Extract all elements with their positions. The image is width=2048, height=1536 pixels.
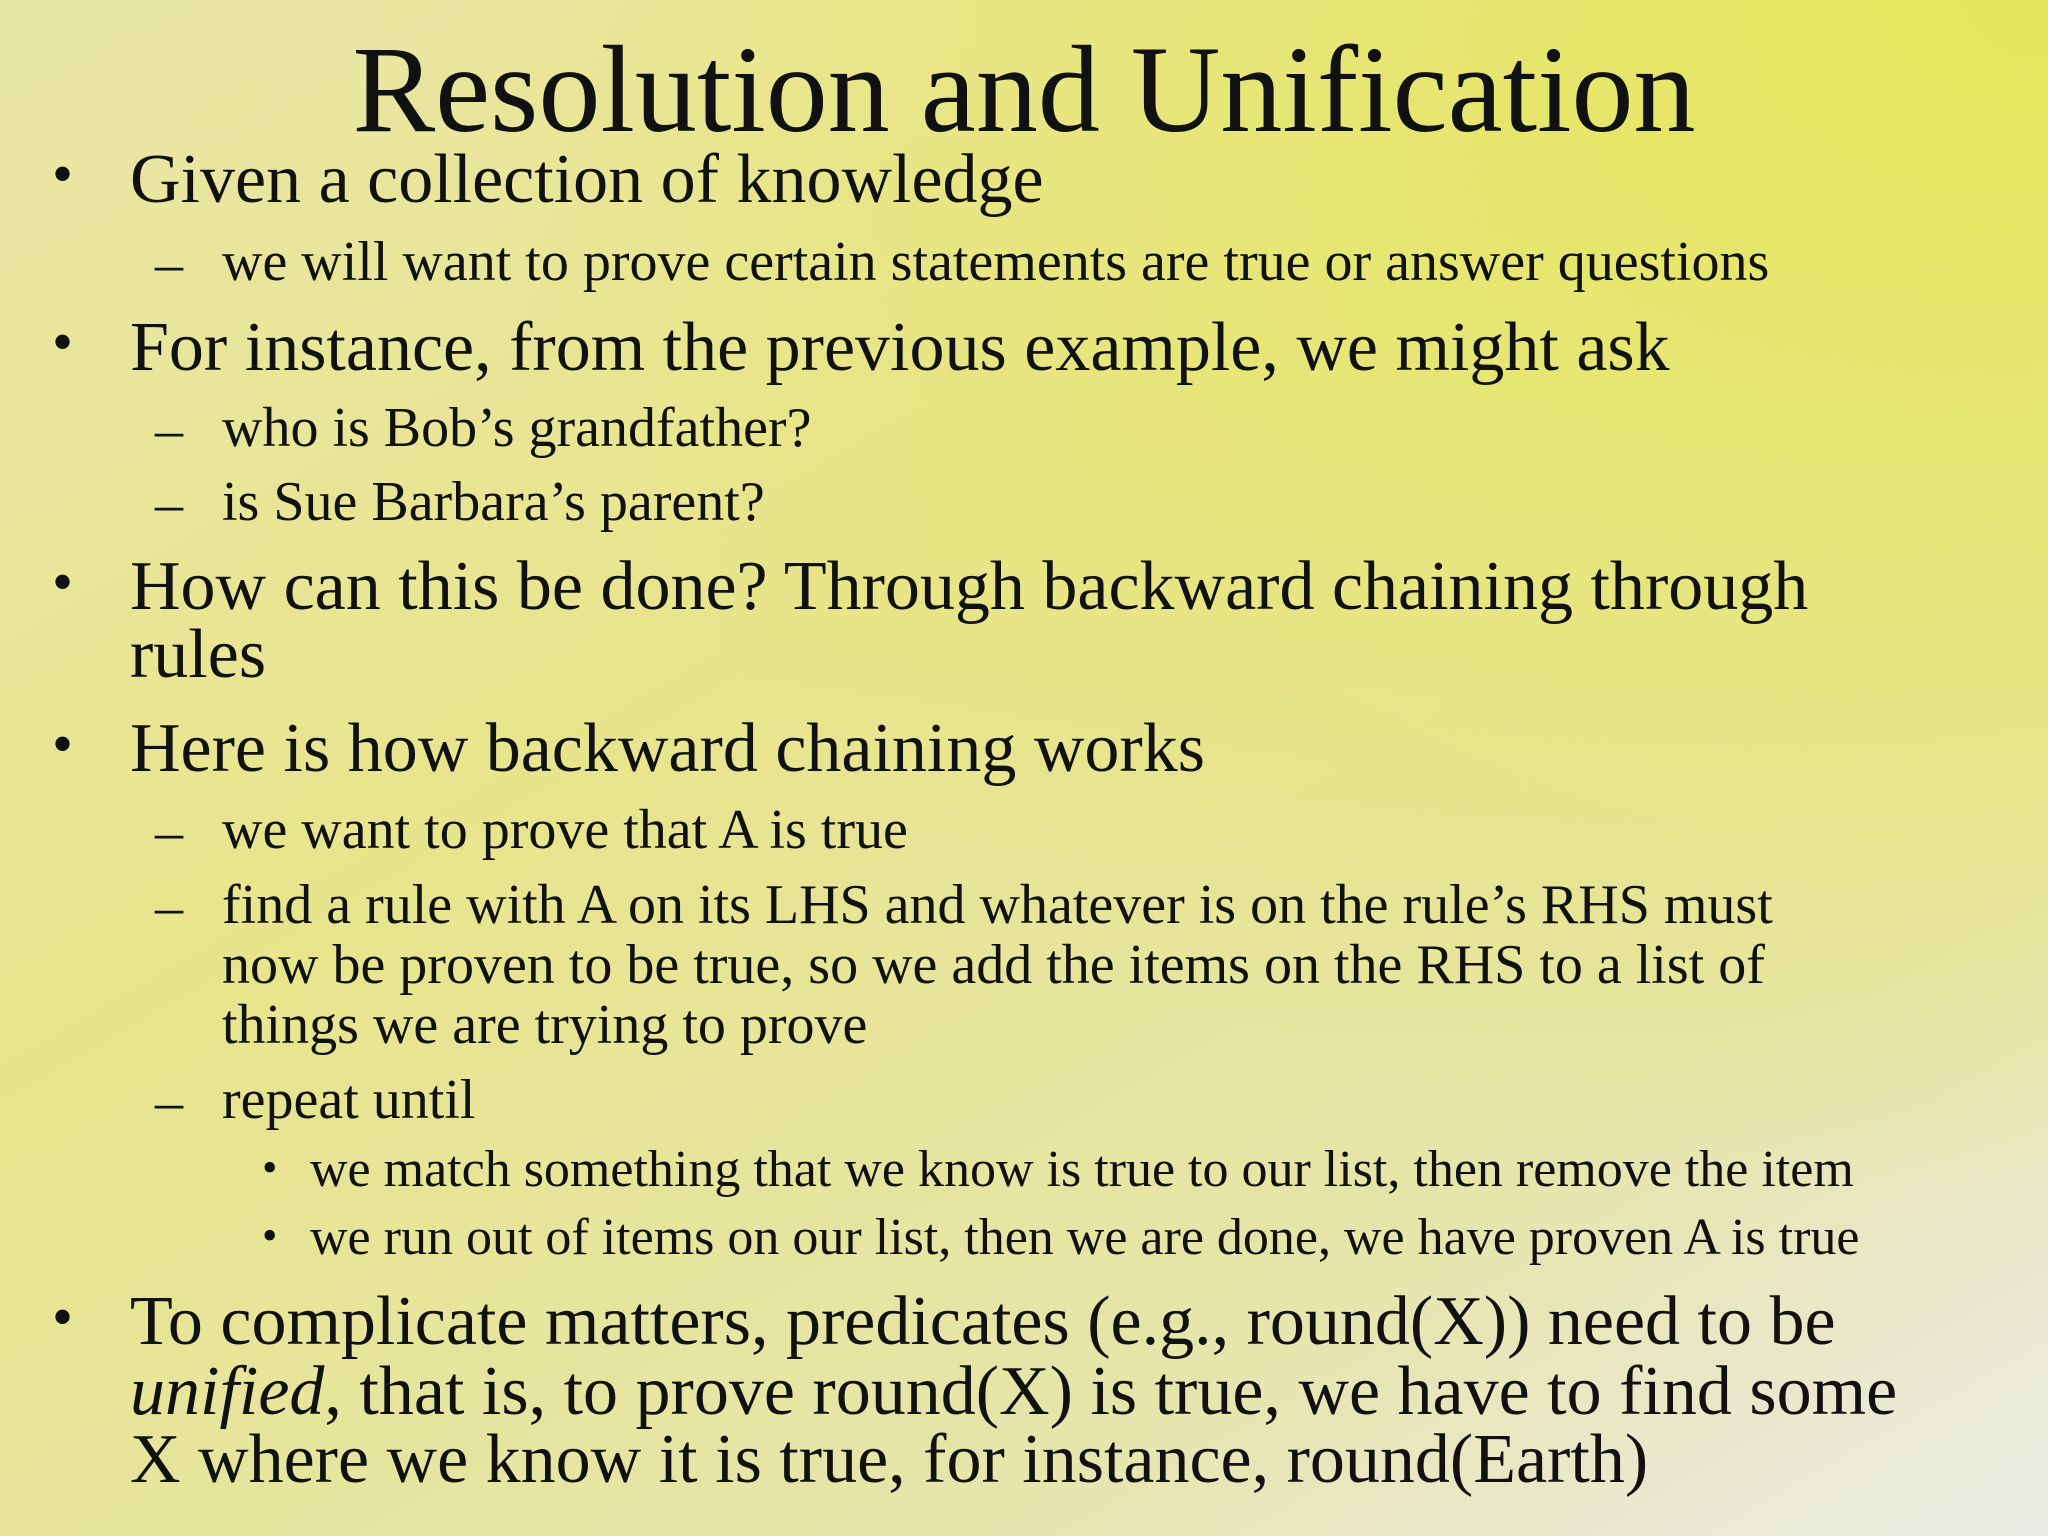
dash-marker: – bbox=[155, 399, 183, 461]
bullet-marker: • bbox=[52, 711, 74, 777]
bullet-4-sub-2-line-3: things we are trying to prove bbox=[222, 994, 868, 1056]
bullet-marker: • bbox=[262, 1143, 278, 1192]
bullet-1-text: Given a collection of knowledge bbox=[130, 141, 1044, 218]
dash-marker: – bbox=[155, 801, 183, 863]
bullet-marker: • bbox=[52, 309, 74, 375]
bullet-marker: • bbox=[262, 1211, 278, 1260]
bullet-3-line-2: rules bbox=[130, 616, 267, 693]
bullet-5-line-2-rest: , that is, to prove round(X) is true, we have to find some bbox=[324, 1353, 1898, 1430]
bullet-2-sub-1: who is Bob’s grandfather? bbox=[222, 397, 812, 459]
bullet-5-line-3: X where we know it is true, for instance, round(Earth) bbox=[130, 1421, 1649, 1498]
bullet-4-sub-3: repeat until bbox=[222, 1069, 476, 1131]
bullet-4-sub-3-item-2: we run out of items on our list, then we are done, we have proven A is true bbox=[310, 1209, 1860, 1266]
bullet-3-line-1: How can this be done? Through backward chaining through bbox=[130, 548, 1809, 625]
slide-title: Resolution and Unification bbox=[352, 21, 1696, 158]
bullet-4-sub-2-line-2: now be proven to be true, so we add the items on the RHS to a list of bbox=[222, 934, 1765, 996]
bullet-marker: • bbox=[52, 141, 74, 207]
bullet-2-sub-2: is Sue Barbara’s parent? bbox=[222, 471, 765, 533]
bullet-marker: • bbox=[52, 549, 74, 615]
dash-marker: – bbox=[155, 1071, 183, 1133]
bullet-4-sub-1: we want to prove that A is true bbox=[222, 799, 908, 861]
unified-term: unified bbox=[130, 1353, 325, 1430]
bullet-5-line-1: To complicate matters, predicates (e.g., round(X)) need to be bbox=[130, 1283, 1836, 1360]
bullet-1-sub-1: we will want to prove certain statements are true or answer questions bbox=[222, 231, 1770, 293]
bullet-5-line-2 bbox=[130, 1353, 1898, 1430]
bullet-4-text: Here is how backward chaining works bbox=[130, 710, 1205, 787]
bullet-marker: • bbox=[52, 1284, 74, 1350]
dash-marker: – bbox=[155, 473, 183, 535]
dash-marker: – bbox=[155, 876, 183, 938]
dash-marker: – bbox=[155, 233, 183, 295]
bullet-4-sub-2-line-1: find a rule with A on its LHS and whatever is on the rule’s RHS must bbox=[222, 874, 1773, 936]
bullet-4-sub-3-item-1: we match something that we know is true to our list, then remove the item bbox=[310, 1141, 1854, 1198]
bullet-2-text: For instance, from the previous example, we might ask bbox=[130, 309, 1670, 386]
